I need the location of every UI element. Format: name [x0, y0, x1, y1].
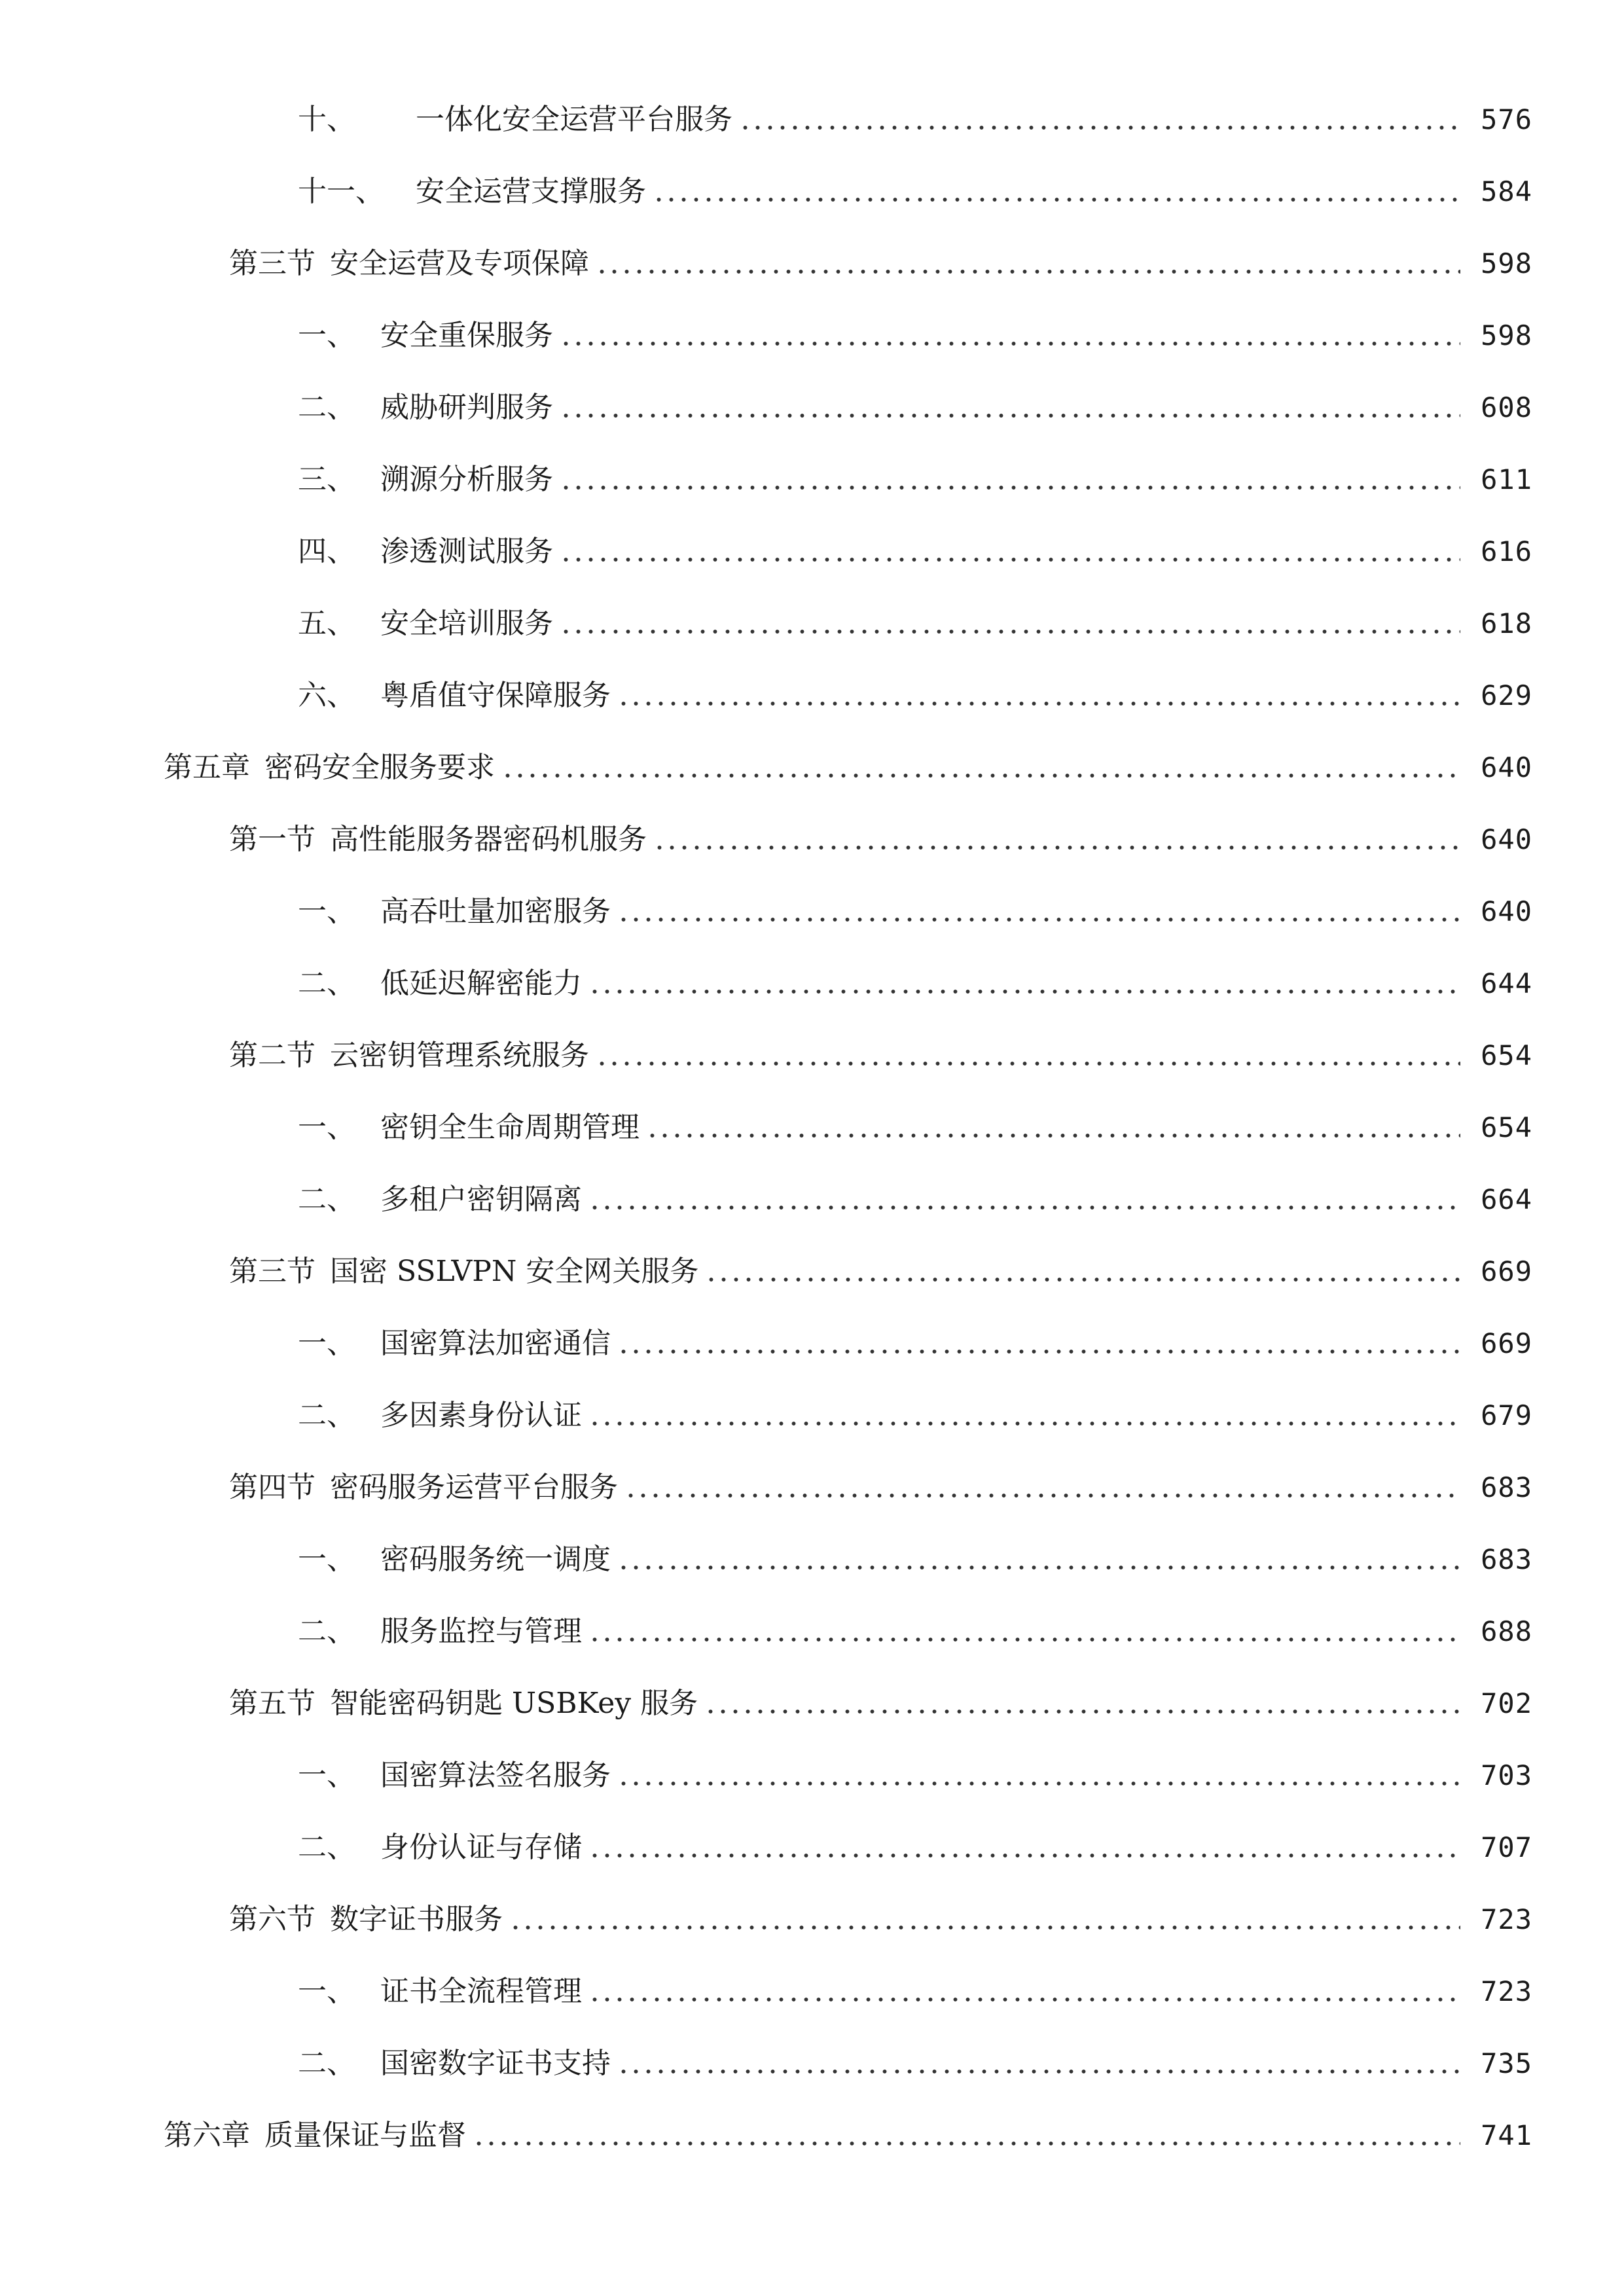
dot-leader — [617, 681, 1460, 710]
dot-leader — [588, 1977, 1460, 2006]
toc-entry[interactable] — [0, 1236, 1624, 1308]
toc-entry-page: 611 — [1481, 463, 1532, 495]
dot-leader — [560, 393, 1460, 422]
dot-leader — [624, 1473, 1460, 1502]
dot-leader — [560, 321, 1460, 350]
toc-entry-page: 644 — [1481, 967, 1532, 999]
toc-entry-title: 国密算法加密通信 — [380, 1327, 611, 1360]
toc-entry-page: 640 — [1481, 895, 1532, 927]
toc-entry-number: 二、 — [298, 2047, 355, 2080]
toc-entry-title: 密码服务运营平台服务 — [330, 1471, 618, 1504]
toc-entry[interactable] — [0, 1308, 1624, 1380]
toc-entry-number: 五、 — [298, 607, 355, 640]
toc-entry-number: 三、 — [298, 463, 355, 496]
toc-entry-page: 735 — [1481, 2047, 1532, 2079]
toc-entry-title: 云密钥管理系统服务 — [330, 1039, 589, 1072]
toc-entry-title: 粤盾值守保障服务 — [380, 679, 611, 712]
toc-entry-number: 二、 — [298, 391, 355, 424]
toc-entry-number: 一、 — [298, 1975, 355, 2008]
toc-entry-title: 安全运营支撑服务 — [416, 175, 646, 208]
toc-entry-number: 二、 — [298, 1615, 355, 1648]
dot-leader — [617, 2049, 1460, 2078]
dot-leader — [588, 1401, 1460, 1430]
toc-entry[interactable] — [0, 804, 1624, 876]
toc-entry-number: 第五节 — [229, 1687, 316, 1720]
toc-entry-number: 二、 — [298, 967, 355, 1000]
toc-entry-title: 身份认证与存储 — [380, 1831, 582, 1864]
toc-entry[interactable] — [0, 516, 1624, 588]
toc-entry-title: 国密数字证书支持 — [380, 2047, 611, 2080]
toc-entry-title: 质量保证与监督 — [264, 2119, 466, 2152]
toc-entry-title: 密码服务统一调度 — [380, 1543, 611, 1576]
toc-entry[interactable] — [0, 156, 1624, 228]
toc-entry[interactable] — [0, 84, 1624, 156]
dot-leader — [704, 1689, 1460, 1718]
toc-entry-page: 669 — [1481, 1327, 1532, 1359]
dot-leader — [596, 249, 1460, 278]
toc-entry-number: 第三节 — [229, 1255, 316, 1288]
dot-leader — [653, 177, 1460, 206]
toc-entry-page: 702 — [1481, 1687, 1532, 1719]
toc-entry[interactable] — [0, 372, 1624, 444]
dot-leader — [617, 1761, 1460, 1790]
toc-entry-page: 679 — [1481, 1399, 1532, 1431]
toc-entry-title: 一体化安全运营平台服务 — [416, 103, 732, 136]
toc-entry-page: 608 — [1481, 391, 1532, 423]
toc-entry-page: 576 — [1481, 103, 1532, 135]
toc-entry[interactable] — [0, 732, 1624, 804]
toc-entry-title: 威胁研判服务 — [380, 391, 553, 424]
dot-leader — [588, 1617, 1460, 1646]
toc-entry-title: 服务监控与管理 — [380, 1615, 582, 1648]
table-of-contents — [0, 84, 1624, 2172]
toc-entry-title: 高吞吐量加密服务 — [380, 895, 611, 928]
toc-entry[interactable] — [0, 1092, 1624, 1164]
toc-entry-page: 703 — [1481, 1759, 1532, 1791]
toc-entry-title: 低延迟解密能力 — [380, 967, 582, 1000]
dot-leader — [596, 1041, 1460, 1070]
toc-entry-page: 640 — [1481, 823, 1532, 855]
toc-entry-page: 598 — [1481, 319, 1532, 351]
dot-leader — [473, 2121, 1460, 2150]
toc-entry-title: 密钥全生命周期管理 — [380, 1111, 640, 1144]
dot-leader — [617, 897, 1460, 926]
toc-entry-page: 683 — [1481, 1471, 1532, 1503]
toc-entry-number: 第四节 — [229, 1471, 316, 1504]
toc-entry-number: 四、 — [298, 535, 355, 568]
toc-entry[interactable] — [0, 1380, 1624, 1452]
toc-entry-number: 第六节 — [229, 1903, 316, 1936]
toc-entry-page: 629 — [1481, 679, 1532, 711]
dot-leader — [560, 609, 1460, 638]
toc-entry[interactable] — [0, 1812, 1624, 1884]
toc-entry-page: 669 — [1481, 1255, 1532, 1287]
toc-entry-title: 安全运营及专项保障 — [330, 247, 589, 280]
toc-entry-number: 第二节 — [229, 1039, 316, 1072]
dot-leader — [588, 969, 1460, 998]
toc-entry[interactable] — [0, 1020, 1624, 1092]
toc-entry-title: 智能密码钥匙 USBKey 服务 — [330, 1687, 698, 1720]
toc-entry-title: 密码安全服务要求 — [264, 751, 495, 784]
toc-entry-title: 国密算法签名服务 — [380, 1759, 611, 1792]
toc-entry-number: 六、 — [298, 679, 355, 712]
toc-entry-page: 598 — [1481, 247, 1532, 279]
toc-entry-number: 第五章 — [164, 751, 250, 784]
toc-entry-number: 十一、 — [298, 175, 384, 208]
toc-entry[interactable] — [0, 228, 1624, 300]
toc-entry-page: 640 — [1481, 751, 1532, 783]
toc-entry-number: 第三节 — [229, 247, 316, 280]
toc-entry-page: 616 — [1481, 535, 1532, 567]
toc-entry-number: 十、 — [298, 103, 355, 136]
toc-entry[interactable] — [0, 444, 1624, 516]
dot-leader — [509, 1905, 1460, 1934]
toc-entry-number: 二、 — [298, 1183, 355, 1216]
toc-entry-title: 安全培训服务 — [380, 607, 553, 640]
dot-leader — [653, 825, 1460, 854]
toc-entry[interactable] — [0, 1164, 1624, 1236]
toc-entry-title: 安全重保服务 — [380, 319, 553, 352]
dot-leader — [739, 105, 1460, 134]
toc-entry[interactable] — [0, 1740, 1624, 1812]
toc-entry[interactable] — [0, 300, 1624, 372]
toc-entry-number: 二、 — [298, 1831, 355, 1864]
toc-entry-title: 国密 SSLVPN 安全网关服务 — [330, 1255, 699, 1288]
toc-entry[interactable] — [0, 1596, 1624, 1668]
toc-entry[interactable] — [0, 1524, 1624, 1596]
dot-leader — [588, 1185, 1460, 1214]
toc-entry-title: 多因素身份认证 — [380, 1399, 582, 1432]
toc-entry-title: 溯源分析服务 — [380, 463, 553, 496]
toc-entry-number: 第六章 — [164, 2119, 250, 2152]
toc-entry-title: 证书全流程管理 — [380, 1975, 582, 2008]
toc-entry-title: 数字证书服务 — [330, 1903, 503, 1936]
toc-entry-title: 高性能服务器密码机服务 — [330, 823, 647, 856]
toc-entry-page: 707 — [1481, 1831, 1532, 1863]
toc-entry-title: 多租户密钥隔离 — [380, 1183, 582, 1216]
dot-leader — [705, 1257, 1460, 1286]
toc-entry[interactable] — [0, 1452, 1624, 1524]
toc-entry[interactable] — [0, 1668, 1624, 1740]
toc-entry-title: 渗透测试服务 — [380, 535, 553, 568]
toc-entry-number: 一、 — [298, 1759, 355, 1792]
toc-entry-number: 一、 — [298, 1543, 355, 1576]
dot-leader — [501, 753, 1460, 782]
toc-entry-page: 618 — [1481, 607, 1532, 639]
toc-entry-page: 723 — [1481, 1903, 1532, 1935]
dot-leader — [560, 465, 1460, 494]
toc-entry[interactable] — [0, 876, 1624, 948]
toc-entry[interactable] — [0, 588, 1624, 660]
toc-entry[interactable] — [0, 2028, 1624, 2100]
toc-entry-page: 723 — [1481, 1975, 1532, 2007]
toc-entry-number: 一、 — [298, 319, 355, 352]
toc-entry[interactable] — [0, 948, 1624, 1020]
dot-leader — [646, 1113, 1460, 1142]
toc-entry-page: 688 — [1481, 1615, 1532, 1647]
dot-leader — [560, 537, 1460, 566]
toc-entry-page: 664 — [1481, 1183, 1532, 1215]
toc-entry-number: 一、 — [298, 1327, 355, 1360]
toc-entry-page: 654 — [1481, 1039, 1532, 1071]
toc-entry[interactable] — [0, 1956, 1624, 2028]
dot-leader — [617, 1545, 1460, 1574]
toc-entry-number: 二、 — [298, 1399, 355, 1432]
toc-entry-number: 第一节 — [229, 823, 316, 856]
dot-leader — [588, 1833, 1460, 1862]
toc-entry[interactable] — [0, 1884, 1624, 1956]
toc-entry[interactable] — [0, 660, 1624, 732]
toc-entry-number: 一、 — [298, 1111, 355, 1144]
dot-leader — [617, 1329, 1460, 1358]
toc-entry-page: 584 — [1481, 175, 1532, 207]
toc-entry-page: 683 — [1481, 1543, 1532, 1575]
toc-entry-page: 741 — [1481, 2119, 1532, 2151]
toc-entry[interactable] — [0, 2100, 1624, 2172]
toc-entry-page: 654 — [1481, 1111, 1532, 1143]
toc-entry-number: 一、 — [298, 895, 355, 928]
